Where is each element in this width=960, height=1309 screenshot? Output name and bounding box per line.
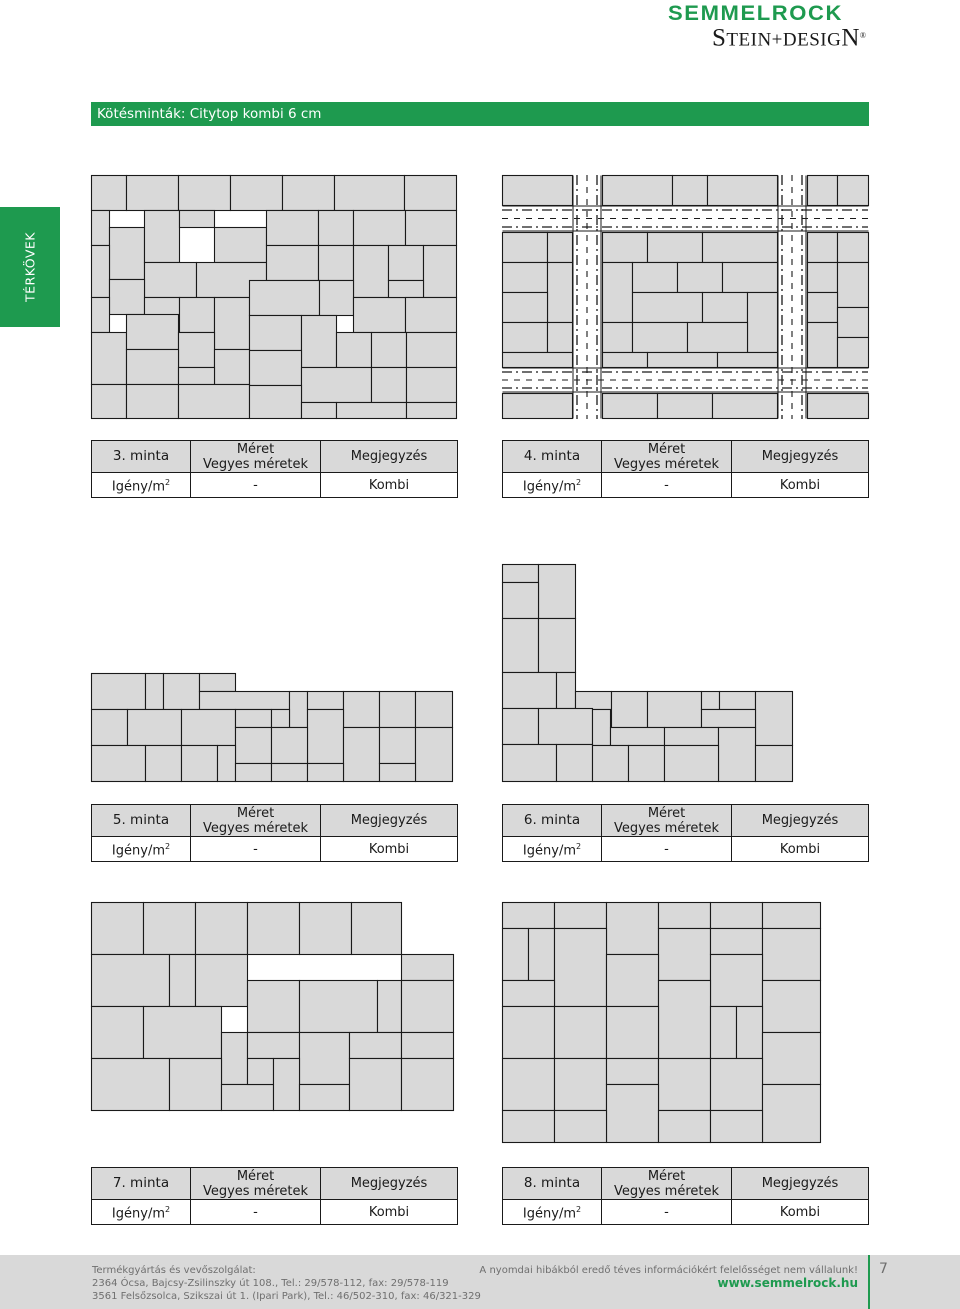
pattern-4-drawing [502,175,869,419]
pattern-6-drawing [502,564,794,783]
side-tab[interactable] [0,207,60,327]
note-header: Megjegyzés [732,441,869,473]
pattern-3-table [91,440,458,498]
note-header: Megjegyzés [732,805,869,837]
logo-wordmark: SEMMELROCK [668,2,844,25]
semmelrock-logo [668,2,870,52]
size-cell: Méret Vegyes méretek [602,1168,732,1200]
note-header: Megjegyzés [321,441,458,473]
footer-service-label: Termékgyártás és vevőszolgálat: [92,1265,256,1276]
pattern-7-drawing [91,902,455,1111]
pattern-6-table [502,804,869,862]
page-footer [0,1255,960,1309]
footer-divider [868,1255,870,1309]
need-label: Igény/$m^2$ [92,473,191,498]
page-number: 7 [879,1261,888,1277]
need-label: Igény/$m^2$ [503,1200,602,1225]
need-value: - [191,473,321,498]
note-header: Megjegyzés [321,1168,458,1200]
footer-disclaimer: A nyomdai hibákból eredő téves információkért felelősséget nem vállalunk! [479,1265,858,1276]
need-value: - [191,837,321,862]
note-value: Kombi [732,473,869,498]
note-value: Kombi [321,1200,458,1225]
size-cell: Méret Vegyes méretek [602,805,732,837]
need-label: Igény/$m^2$ [92,837,191,862]
need-value: - [191,1200,321,1225]
note-header: Megjegyzés [732,1168,869,1200]
pattern-5-drawing [91,673,454,783]
note-value: Kombi [321,473,458,498]
footer-address-2: 3561 Felsőzsolca, Szikszai út 1. (Ipari Park), Tel.: 46/502-310, fax: 46/321-329 [92,1291,481,1302]
pattern-name: 8. minta [503,1168,602,1200]
note-header: Megjegyzés [321,805,458,837]
note-value: Kombi [321,837,458,862]
footer-url-link[interactable]: www.semmelrock.hu [717,1276,858,1290]
footer-address-1: 2364 Ócsa, Bajcsy-Zsilinszky út 108., Tel.: 29/578-112, fax: 29/578-119 [92,1278,449,1289]
size-cell: Méret Vegyes méretek [602,441,732,473]
need-label: Igény/$m^2$ [503,473,602,498]
footer-contact [92,1264,481,1303]
pattern-name: 6. minta [503,805,602,837]
need-value: - [602,837,732,862]
size-cell: Méret Vegyes méretek [191,1168,321,1200]
pattern-5-table [91,804,458,862]
size-cell: Méret Vegyes méretek [191,441,321,473]
footer-right [479,1264,858,1290]
logo-subline: STEIN+DESIGN® [712,24,867,52]
need-value: - [602,1200,732,1225]
pattern-name: 4. minta [503,441,602,473]
pattern-name: 3. minta [92,441,191,473]
page-title: Kötésminták: Citytop kombi 6 cm [91,102,869,126]
pattern-name: 5. minta [92,805,191,837]
need-label: Igény/$m^2$ [503,837,602,862]
pattern-8-drawing [502,902,822,1143]
need-value: - [602,473,732,498]
pattern-7-table [91,1167,458,1225]
pattern-3-drawing [91,175,458,419]
pattern-name: 7. minta [92,1168,191,1200]
pattern-8-table [502,1167,869,1225]
pattern-4-table [502,440,869,498]
size-cell: Méret Vegyes méretek [191,805,321,837]
need-label: Igény/$m^2$ [92,1200,191,1225]
side-tab-label: TÉRKÖVEK [22,232,38,302]
note-value: Kombi [732,837,869,862]
note-value: Kombi [732,1200,869,1225]
